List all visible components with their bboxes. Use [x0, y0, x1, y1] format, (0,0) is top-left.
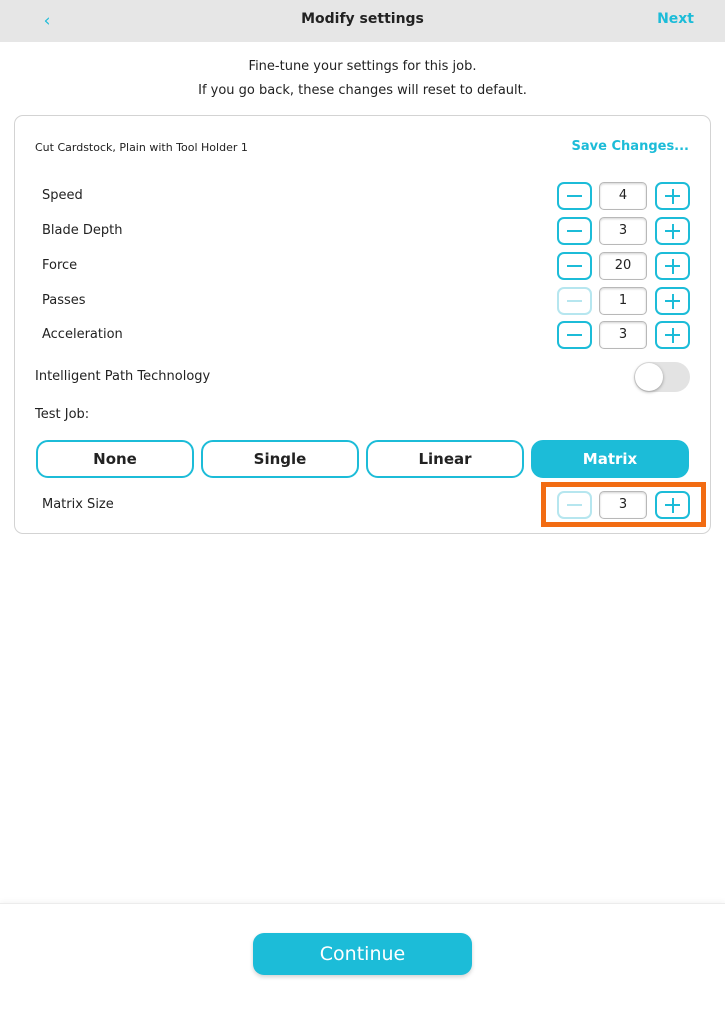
setting-row-force	[15, 252, 710, 282]
passes-decrement-button[interactable]	[557, 287, 592, 315]
minus-icon	[567, 334, 582, 336]
setting-row-acceleration	[15, 321, 710, 351]
toggle-knob	[635, 363, 663, 391]
speed-value-field[interactable]: 4	[599, 182, 647, 210]
next-button[interactable]: Next	[657, 11, 694, 27]
intelligent-path-label: Intelligent Path Technology	[35, 369, 211, 384]
setting-label: Passes	[42, 293, 86, 308]
test-job-single-button[interactable]: Single	[201, 440, 359, 478]
acceleration-value-field[interactable]: 3	[599, 321, 647, 349]
top-bar	[0, 0, 725, 42]
page-title: Modify settings	[301, 11, 424, 27]
chevron-left-icon: ‹	[43, 11, 51, 31]
setting-row-passes	[15, 287, 710, 317]
intelligent-path-toggle[interactable]	[634, 362, 690, 392]
force-increment-button[interactable]	[655, 252, 690, 280]
test-job-linear-button[interactable]: Linear	[366, 440, 524, 478]
force-value-field[interactable]: 20	[599, 252, 647, 280]
setting-label: Speed	[42, 188, 83, 203]
speed-decrement-button[interactable]	[557, 182, 592, 210]
save-changes-button[interactable]: Save Changes...	[571, 139, 689, 154]
minus-icon	[567, 230, 582, 232]
test-job-label: Test Job:	[35, 407, 90, 422]
minus-icon	[567, 265, 582, 267]
force-decrement-button[interactable]	[557, 252, 592, 280]
acceleration-increment-button[interactable]	[655, 321, 690, 349]
blade-depth-value-field[interactable]: 3	[599, 217, 647, 245]
setting-label: Force	[42, 258, 78, 273]
setting-label: Acceleration	[42, 327, 123, 342]
setting-row-blade-depth	[15, 217, 710, 247]
test-job-none-button[interactable]: None	[36, 440, 194, 478]
setting-row-speed	[15, 182, 710, 212]
continue-button[interactable]: Continue	[253, 933, 472, 975]
passes-value-field[interactable]: 1	[599, 287, 647, 315]
intro-text: Fine-tune your settings for this job.	[248, 59, 477, 74]
highlight-box	[541, 482, 706, 527]
blade-depth-increment-button[interactable]	[655, 217, 690, 245]
material-name: Cut Cardstock, Plain with Tool Holder 1	[35, 141, 248, 154]
speed-increment-button[interactable]	[655, 182, 690, 210]
settings-card	[14, 115, 711, 534]
minus-icon	[567, 300, 582, 302]
test-job-matrix-button[interactable]: Matrix	[531, 440, 689, 478]
minus-icon	[567, 195, 582, 197]
setting-label: Blade Depth	[42, 223, 123, 238]
acceleration-decrement-button[interactable]	[557, 321, 592, 349]
setting-label: Matrix Size	[42, 497, 114, 512]
matrix-size-value-field[interactable]: 3	[599, 491, 647, 519]
bottom-bar	[0, 903, 725, 1024]
passes-increment-button[interactable]	[655, 287, 690, 315]
blade-depth-decrement-button[interactable]	[557, 217, 592, 245]
reset-warning-text: If you go back, these changes will reset to default.	[198, 83, 527, 98]
